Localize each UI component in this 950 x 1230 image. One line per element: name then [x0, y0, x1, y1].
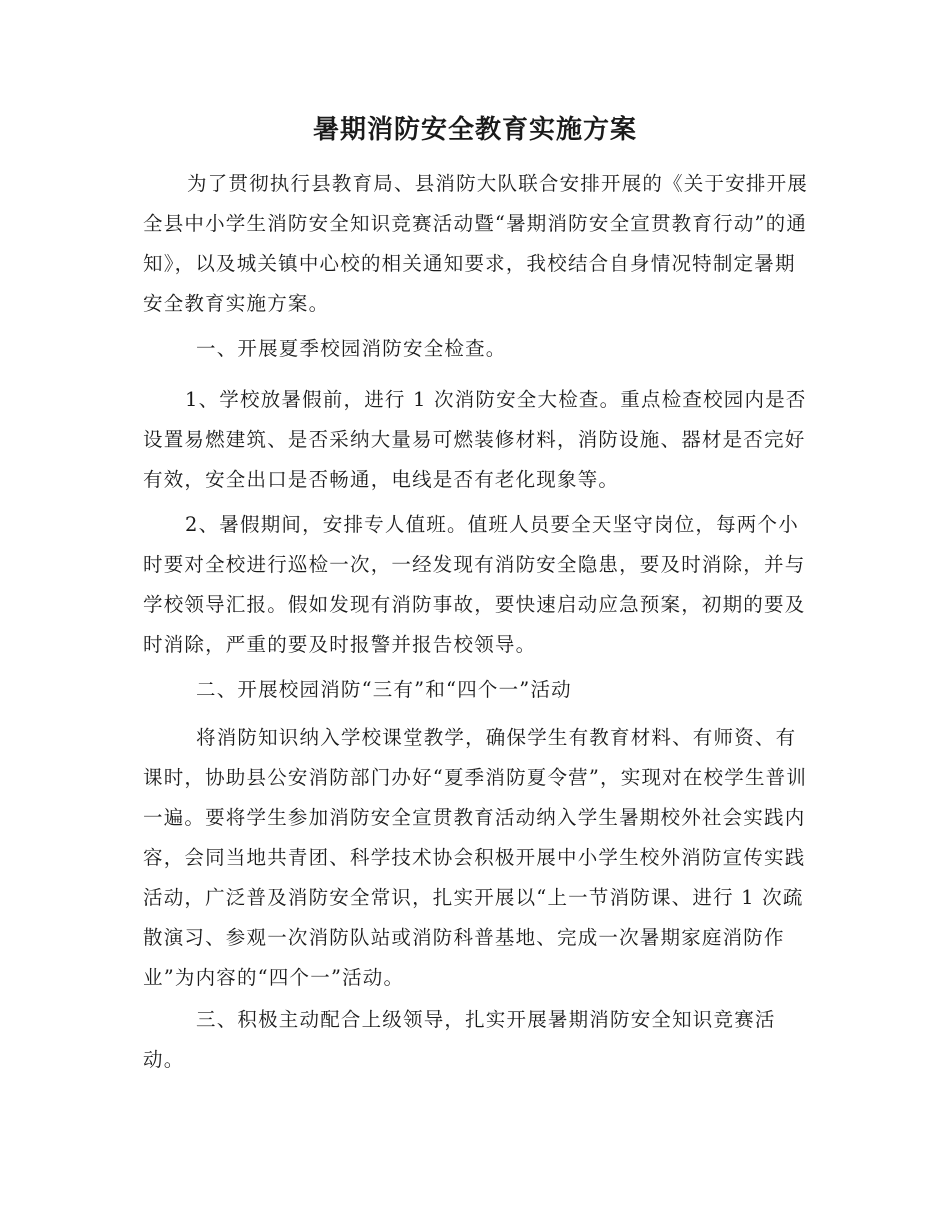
document-title: 暑期消防安全教育实施方案: [312, 115, 637, 145]
section-3-heading: 三、积极主动配合上级领导，扎实开展暑期消防安全知识竞赛活动。: [143, 1008, 776, 1071]
section-2-heading: 二、开展校园消防“三有”和“四个一”活动: [196, 678, 572, 701]
section-1-item-1: 1、学校放暑假前，进行 1 次消防安全大检查。重点检查校园内是否设置易燃建筑、是否采纳大量易可燃装修材料，消防设施、器材是否完好有效，安全出口是否畅通，电线是否有老化现象等。: [143, 388, 807, 491]
section-2-body: 将消防知识纳入学校课堂教学，确保学生有教育材料、有师资、有课时，协助县公安消防部门办好“夏季消防夏令营”，实现对在校学生普训一遍。要将学生参加消防安全宣贯教育活动纳入学生暑期校外社会实践内容，会同当地共青团、科学技术协会积极开展中小学生校外消防宣传实践活动，广泛普及消防安全常识，扎实开展以“上一节消防课、进行 1 次疏散演习、参观一次消防队站或消防科普基地、完成一次暑期家庭消防作业”为内容的“四个一”活动。: [143, 726, 808, 989]
section-1-heading: 一、开展夏季校园消防安全检查。: [196, 337, 507, 360]
section-1-item-2: 2、暑假期间，安排专人值班。值班人员要全天坚守岗位，每两个小时要对全校进行巡检一次，一经发现有消防安全隐患，要及时消除，并与学校领导汇报。假如发现有消防事故，要快速启动应急预案，初期的要及时消除，严重的要及时报警并报告校领导。: [143, 513, 806, 656]
intro-paragraph: 为了贯彻执行县教育局、县消防大队联合安排开展的《关于安排开展全县中小学生消防安全知识竞赛活动暨“暑期消防安全宣贯教育行动”的通知》，以及城关镇中心校的相关通知要求，我校结合自身情况特制定暑期安全教育实施方案。: [143, 172, 809, 315]
